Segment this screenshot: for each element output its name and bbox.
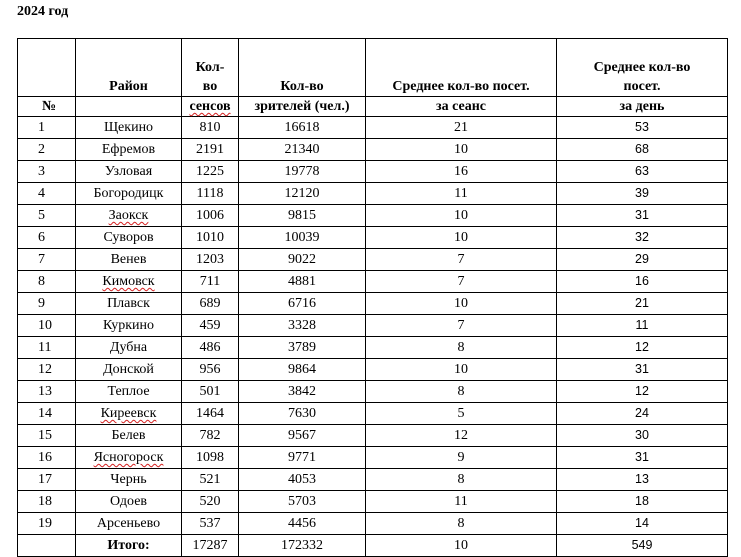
row-district: Богородицк: [76, 183, 182, 205]
row-per-session: 7: [366, 249, 557, 271]
total-per-day: 549: [557, 535, 728, 557]
row-viewers: 10039: [239, 227, 366, 249]
row-sessions: 1098: [182, 447, 239, 469]
row-per-session: 10: [366, 293, 557, 315]
row-district: Дубна: [76, 337, 182, 359]
table-row: [18, 227, 728, 249]
row-num: 12: [18, 359, 76, 381]
table-row: [18, 469, 728, 491]
table-row: [18, 403, 728, 425]
row-per-day: 32: [557, 227, 728, 249]
cinema-stats-table: [17, 38, 728, 557]
row-per-session: 11: [366, 183, 557, 205]
header-district-label: Район: [109, 79, 148, 94]
row-district: Донской: [76, 359, 182, 381]
row-sessions: 537: [182, 513, 239, 535]
row-num: 2: [18, 139, 76, 161]
row-per-day: 16: [557, 271, 728, 293]
row-per-session: 12: [366, 425, 557, 447]
row-per-session: 7: [366, 271, 557, 293]
row-per-session: 16: [366, 161, 557, 183]
row-per-day: 12: [557, 337, 728, 359]
row-viewers: 19778: [239, 161, 366, 183]
row-per-session: 7: [366, 315, 557, 337]
row-per-session: 8: [366, 513, 557, 535]
row-per-day: 29: [557, 249, 728, 271]
row-per-session: 10: [366, 205, 557, 227]
row-per-session: 11: [366, 491, 557, 513]
row-district: Суворов: [76, 227, 182, 249]
row-sessions: 956: [182, 359, 239, 381]
row-district: [76, 403, 182, 425]
row-per-day: 53: [557, 117, 728, 139]
row-sessions: 1464: [182, 403, 239, 425]
row-sessions: 689: [182, 293, 239, 315]
header-avg-session-l1: Среднее кол-во посет.: [392, 79, 530, 94]
header-avg-day-l1: Среднее кол-во: [593, 60, 691, 75]
row-num: 15: [18, 425, 76, 447]
total-viewers: 172332: [239, 535, 366, 557]
row-per-session: 21: [366, 117, 557, 139]
row-per-day: 31: [557, 447, 728, 469]
row-num: 1: [18, 117, 76, 139]
table-row: [18, 315, 728, 337]
row-per-day: 68: [557, 139, 728, 161]
header-avg-day: [557, 39, 728, 97]
row-sessions: 1203: [182, 249, 239, 271]
row-viewers: 9567: [239, 425, 366, 447]
row-sessions: 486: [182, 337, 239, 359]
row-sessions: 1010: [182, 227, 239, 249]
row-per-day: 14: [557, 513, 728, 535]
row-viewers: 9815: [239, 205, 366, 227]
table-row: [18, 161, 728, 183]
row-district: [76, 271, 182, 293]
row-num: 9: [18, 293, 76, 315]
table-row: [18, 425, 728, 447]
header-viewers-l1: Кол-во: [280, 79, 324, 94]
row-sessions: 782: [182, 425, 239, 447]
row-num: 17: [18, 469, 76, 491]
header-avg-session-l2: за сеанс: [366, 97, 557, 117]
row-district: Арсеньево: [76, 513, 182, 535]
row-per-day: 39: [557, 183, 728, 205]
table-row: [18, 117, 728, 139]
row-per-day: 11: [557, 315, 728, 337]
row-district: Узловая: [76, 161, 182, 183]
header-num-top: [18, 39, 76, 97]
table-row: [18, 381, 728, 403]
row-district: Щекино: [76, 117, 182, 139]
header-row-2: [18, 97, 728, 117]
row-viewers: 4881: [239, 271, 366, 293]
total-sessions: 17287: [182, 535, 239, 557]
row-per-day: 13: [557, 469, 728, 491]
total-row: [18, 535, 728, 557]
table-row: [18, 271, 728, 293]
table-row: [18, 447, 728, 469]
row-viewers: 9022: [239, 249, 366, 271]
row-per-session: 10: [366, 359, 557, 381]
table-row: [18, 293, 728, 315]
row-per-day: 21: [557, 293, 728, 315]
row-sessions: 2191: [182, 139, 239, 161]
row-num: 3: [18, 161, 76, 183]
total-per-session: 10: [366, 535, 557, 557]
row-num: 7: [18, 249, 76, 271]
row-district: Чернь: [76, 469, 182, 491]
header-avg-day-l2: посет.: [623, 79, 661, 94]
row-num: 5: [18, 205, 76, 227]
row-viewers: 6716: [239, 293, 366, 315]
row-viewers: 21340: [239, 139, 366, 161]
row-per-session: 9: [366, 447, 557, 469]
row-district: Ефремов: [76, 139, 182, 161]
header-num: №: [18, 97, 76, 117]
header-viewers-l2: зрителей (чел.): [239, 97, 366, 117]
table-row: [18, 337, 728, 359]
page-title: 2024 год: [17, 4, 69, 19]
row-district-text: Заокск: [108, 208, 149, 223]
row-per-session: 8: [366, 337, 557, 359]
row-per-day: 31: [557, 205, 728, 227]
row-sessions: 520: [182, 491, 239, 513]
table-row: [18, 139, 728, 161]
row-per-day: 18: [557, 491, 728, 513]
table-row: [18, 205, 728, 227]
row-per-session: 10: [366, 139, 557, 161]
row-viewers: 7630: [239, 403, 366, 425]
row-district: [76, 205, 182, 227]
row-num: 18: [18, 491, 76, 513]
header-sessions: [182, 39, 239, 97]
row-per-day: 63: [557, 161, 728, 183]
row-per-day: 31: [557, 359, 728, 381]
row-sessions: 711: [182, 271, 239, 293]
row-per-session: 8: [366, 381, 557, 403]
table-row: [18, 249, 728, 271]
row-viewers: 3842: [239, 381, 366, 403]
table-row: [18, 183, 728, 205]
row-district: [76, 447, 182, 469]
row-viewers: 9864: [239, 359, 366, 381]
row-district: Венев: [76, 249, 182, 271]
row-num: 16: [18, 447, 76, 469]
row-sessions: 1225: [182, 161, 239, 183]
row-num: 4: [18, 183, 76, 205]
row-num: 10: [18, 315, 76, 337]
row-district-text: Киреевск: [100, 406, 157, 421]
row-num: 6: [18, 227, 76, 249]
header-district-bottom: [76, 97, 182, 117]
row-viewers: 3328: [239, 315, 366, 337]
header-sessions-l3: [182, 97, 239, 117]
row-sessions: 521: [182, 469, 239, 491]
row-num: 13: [18, 381, 76, 403]
row-viewers: 4456: [239, 513, 366, 535]
row-district-text: Кимовск: [102, 274, 155, 289]
row-district: Куркино: [76, 315, 182, 337]
row-sessions: 1006: [182, 205, 239, 227]
row-district: Плавск: [76, 293, 182, 315]
row-num: 8: [18, 271, 76, 293]
header-sessions-l2: во: [202, 79, 218, 94]
row-viewers: 12120: [239, 183, 366, 205]
row-viewers: 16618: [239, 117, 366, 139]
table-row: [18, 491, 728, 513]
header-district: [76, 39, 182, 97]
row-district: Белев: [76, 425, 182, 447]
row-per-session: 5: [366, 403, 557, 425]
row-per-day: 24: [557, 403, 728, 425]
row-per-day: 12: [557, 381, 728, 403]
row-per-day: 30: [557, 425, 728, 447]
table-row: [18, 359, 728, 381]
header-sessions-l1: Кол-: [195, 60, 225, 75]
row-district: Одоев: [76, 491, 182, 513]
row-viewers: 9771: [239, 447, 366, 469]
row-sessions: 501: [182, 381, 239, 403]
row-per-session: 10: [366, 227, 557, 249]
row-district-text: Ясногороск: [93, 450, 164, 465]
table-row: [18, 513, 728, 535]
row-sessions: 459: [182, 315, 239, 337]
row-num: 19: [18, 513, 76, 535]
row-num: 11: [18, 337, 76, 359]
row-sessions: 1118: [182, 183, 239, 205]
row-per-session: 8: [366, 469, 557, 491]
row-district: Теплое: [76, 381, 182, 403]
header-viewers: [239, 39, 366, 97]
header-sessions-l3-text: сенсов: [189, 99, 231, 114]
header-row: [18, 39, 728, 97]
row-sessions: 810: [182, 117, 239, 139]
total-num: [18, 535, 76, 557]
row-num: 14: [18, 403, 76, 425]
table-body: [18, 117, 728, 557]
header-avg-day-l3: за день: [557, 97, 728, 117]
row-viewers: 4053: [239, 469, 366, 491]
row-viewers: 5703: [239, 491, 366, 513]
header-avg-session: [366, 39, 557, 97]
total-label: Итого:: [76, 535, 182, 557]
row-viewers: 3789: [239, 337, 366, 359]
